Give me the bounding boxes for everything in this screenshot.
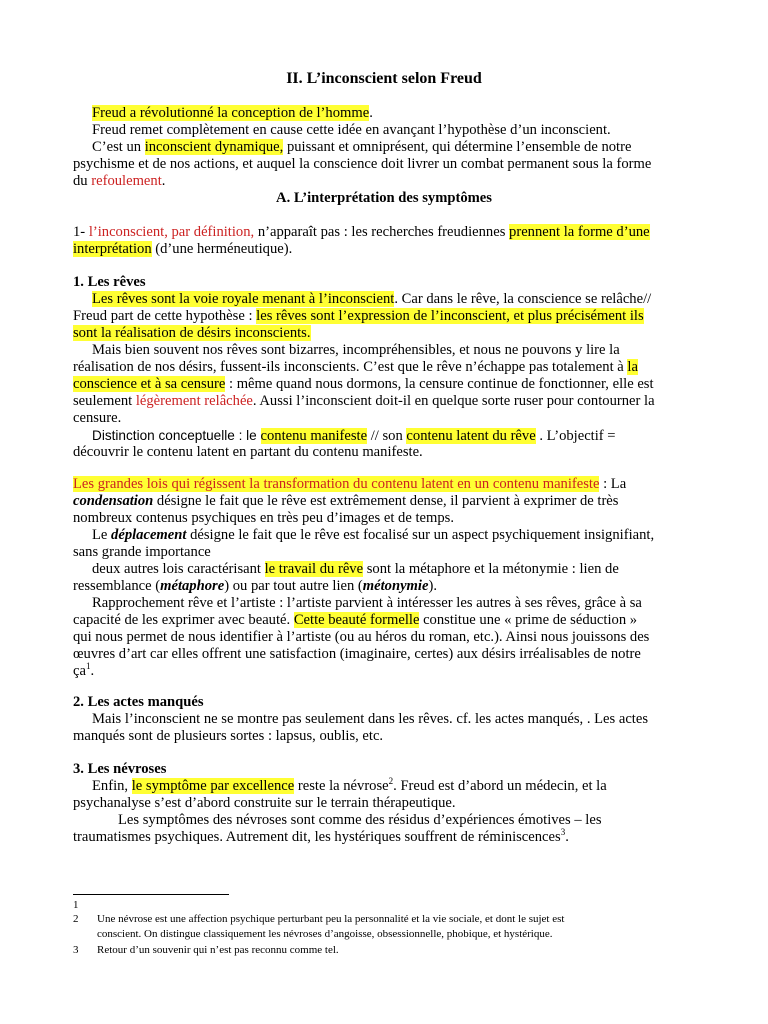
reves-line-13: nombreux contenus psychiques en très peu d’images et de temps. [73,510,454,526]
reves-line-16 [92,561,619,578]
emphasis: condensation [73,493,154,509]
heading-actes-manques: 2. Les actes manqués [73,694,204,710]
intro-line-3 [92,139,631,156]
reves-line-21: œuvres d’art car elles offrent une satisfaction (imaginaire, certes) aux désirs irréalisables de notre [73,646,641,662]
reves-line-12 [73,493,618,510]
heading-nevroses: 3. Les névroses [73,761,167,777]
nevroses-line-2: psychanalyse s’est d’abord construite sur le terrain thérapeutique. [73,795,456,811]
text: ça [73,663,86,679]
text: // son [367,428,407,444]
text: . [565,829,569,845]
nevroses-line-3: Les symptômes des névroses sont comme des résidus d’expériences émotives – les [118,812,602,828]
text: . Aussi l’inconscient doit-il en quelque sorte ruser pour contourner la [252,393,655,409]
text: deux autres lois caractérisant [92,561,265,577]
emphasis: déplacement [111,527,187,543]
highlight: prennent la forme d’une [509,224,650,240]
document-title: II. L’inconscient selon Freud [286,70,482,87]
emphasis: métonymie [362,578,429,594]
text: désigne le fait que le rêve est focalisé sur un aspect psychiquement insignifiant, [186,527,655,543]
text: : même quand nous dormons, la censure continue de fonctionner, elle est [225,376,654,392]
footnote-1-number: 1 [73,899,79,911]
footnote-2-text: Une névrose est une affection psychique perturbant peu la personnalité et la vie sociale, et dont le sujet est [97,913,565,925]
section-a-line-1 [73,224,650,241]
text: : La [599,476,627,492]
text: . [90,663,95,679]
footnote-separator [73,894,229,895]
text: ) ou par tout autre lien ( [224,578,363,594]
footnote-ref[interactable]: 2 [388,776,394,787]
text: 1- [73,224,89,240]
reves-line-7 [73,393,655,410]
text: . Freud est d’abord un médecin, et la [393,778,607,794]
reves-line-2 [73,308,644,325]
actes-line-2: manqués sont de plusieurs sortes : lapsus, oublis, etc. [73,728,384,744]
reves-line-8: censure. [73,410,122,426]
reves-line-17 [73,578,437,595]
reves-line-11 [73,476,626,493]
footnote-2-text-cont: conscient. On distingue classiquement les névroses d’angoisse, obsessionnelle, phobique, et hystérique. [97,928,553,940]
reves-line-22 [73,663,94,680]
emphasis: métaphore [160,578,225,594]
heading-reves: 1. Les rêves [73,274,146,290]
text: . [161,173,166,189]
highlight: les rêves sont l’expression de l’inconscient, et plus précisément ils [256,308,644,324]
reves-line-3 [73,325,311,342]
nevroses-line-4 [73,829,569,846]
text: du [73,173,92,189]
text: réalisation de nos désirs, fussent-ils inconscients. C’est que le rêve n’échappe pas totalement à [73,359,628,375]
text: puissant et omniprésent, qui détermine l’ensemble de notre [283,139,632,155]
text: C’est un [92,139,145,155]
footnote-3-number: 3 [73,944,79,956]
text: . [369,105,373,121]
reves-line-5 [73,359,638,376]
red-text: refoulement [91,173,162,189]
reves-line-10: découvrir le contenu latent en partant du contenu manifeste. [73,444,423,460]
reves-line-9 [92,427,616,445]
highlight: le symptôme par excellence [131,778,295,794]
intro-line-4: psychisme et de nos actions, et auquel la conscience doit livrer un combat permanent sous la forme [73,156,652,172]
reves-line-1 [92,291,651,308]
intro-line-2: Freud remet complètement en cause cette idée en avançant l’hypothèse d’un inconscient. [92,122,611,138]
highlight: Les grandes lois qui régissent la transformation du contenu latent en un contenu manifeste [73,476,600,492]
reves-line-15: sans grande importance [73,544,211,560]
reves-line-4: Mais bien souvent nos rêves sont bizarres, incompréhensibles, et nous ne pouvons y lire la [92,342,620,358]
footnote-2-number: 2 [73,913,79,925]
text: ). [428,578,437,594]
highlight: Les rêves sont la voie royale menant à l’inconscient [92,291,395,307]
footnote-ref[interactable]: 1 [85,661,91,672]
text: ressemblance ( [73,578,161,594]
highlight: contenu latent du rêve [406,428,536,444]
highlight: conscience et à sa censure [73,376,226,392]
text: reste la névrose [294,778,389,794]
text: traumatismes psychiques. Autrement dit, les hystériques souffrent de réminiscences [73,829,561,845]
highlight: inconscient dynamique, [144,139,284,155]
highlight: Cette beauté formelle [293,612,420,628]
text: seulement [73,393,136,409]
red-text: légèrement relâchée [135,393,253,409]
section-a-line-2 [73,241,292,258]
text: . Car dans le rêve, la conscience se relâche// [394,291,652,307]
text: constitue une « prime de séduction » [419,612,638,628]
section-a-title: A. L’interprétation des symptômes [276,190,492,206]
highlight: sont la réalisation de désirs inconscients. [73,325,311,341]
highlight: contenu manifeste [260,428,368,444]
intro-line-1 [92,105,373,122]
actes-line-1: Mais l’inconscient ne se montre pas seulement dans les rêves. cf. les actes manqués, . Les actes [92,711,649,727]
reves-line-20: qui nous permet de nous identifier à l’artiste (ou au héros du roman, etc.). Ainsi nous jouissons des [73,629,650,645]
intro-line-5 [73,173,165,190]
text: Le [92,527,112,543]
text: Enfin, [92,778,132,794]
highlight: le travail du rêve [264,561,364,577]
text: . L’objectif = [535,428,616,444]
text: Distinction conceptuelle : le [92,428,261,443]
red-text: l’inconscient, par définition, [88,224,255,240]
highlight: Freud a révolutionné la conception de l’homme [92,105,370,121]
text: sont la métaphore et la métonymie : lien de [363,561,619,577]
reves-line-6 [73,376,654,393]
footnote-3-text: Retour d’un souvenir qui n’est pas reconnu comme tel. [97,944,339,956]
reves-line-14 [92,527,654,544]
highlight: la [627,359,638,375]
footnote-ref[interactable]: 3 [560,827,566,838]
text: capacité de les exprimer avec beauté. [73,612,294,628]
highlight: interprétation [73,241,152,257]
text: désigne le fait que le rêve est extrêmement dense, il parvient à exprimer de très [153,493,619,509]
text: n’apparaît pas : les recherches freudiennes [254,224,510,240]
nevroses-line-1 [92,778,607,795]
text: Freud part de cette hypothèse : [73,308,257,324]
text: (d’une herméneutique). [151,241,293,257]
reves-line-19 [73,612,637,629]
reves-line-18: Rapprochement rêve et l’artiste : l’artiste parvient à intéresser les autres à ses rêves, grâce à sa [92,595,642,611]
